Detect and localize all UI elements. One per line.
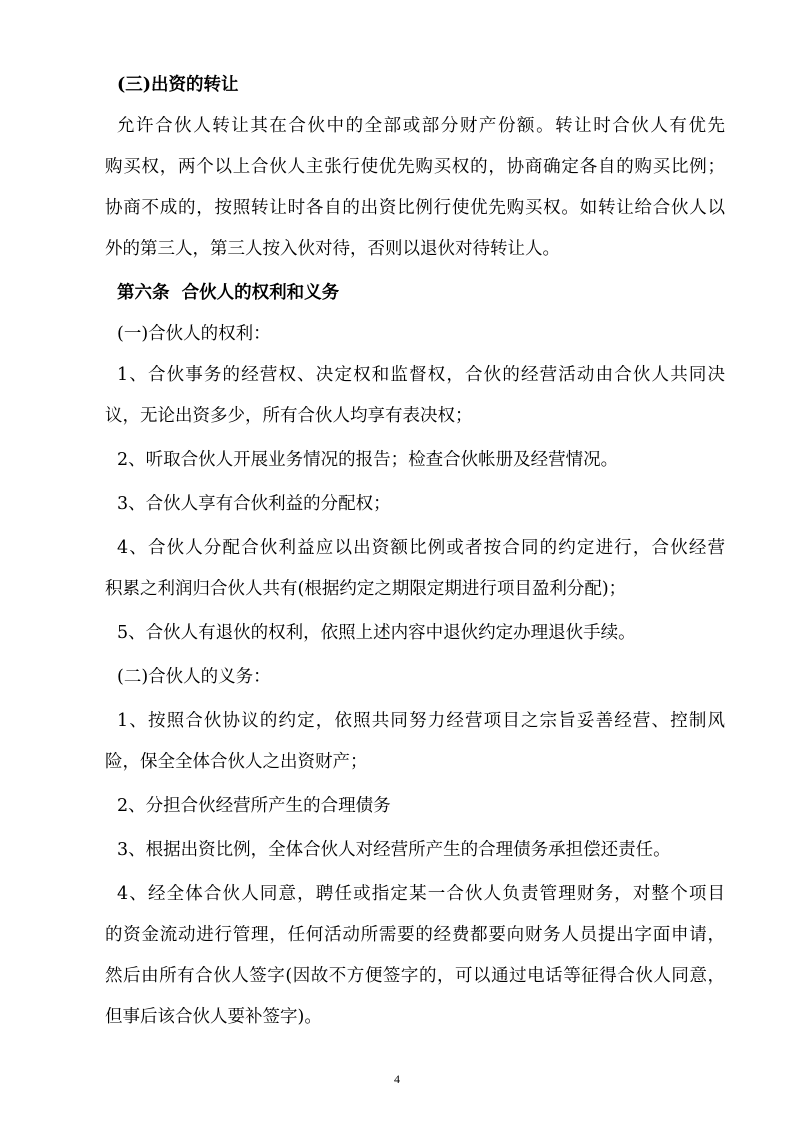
paragraph-line: 购买权，两个以上合伙人主张行使优先购买权的，协商确定各自的购买比例； — [105, 157, 725, 177]
list-item — [105, 533, 725, 604]
list-item-line: 5、合伙人有退伙的权利，依照上述内容中退伙约定办理退伙手续。 — [117, 623, 636, 643]
list-item — [105, 360, 725, 431]
list-item-line: 1、合伙事务的经营权、决定权和监督权，合伙的经营活动由合伙人共同决 — [117, 365, 725, 385]
list-item-line: 1、按照合伙协议的约定，依照共同努力经营项目之宗旨妥善经营、控制风 — [117, 711, 725, 731]
paragraph-line: 允许合伙人转让其在合伙中的全部或部分财产份额。转让时合伙人有优先 — [117, 116, 725, 136]
page-content — [105, 70, 725, 1032]
list-item-line: 4、经全体合伙人同意，聘任或指定某一合伙人负责管理财务，对整个项目 — [117, 884, 725, 904]
page-number: 4 — [394, 1072, 400, 1086]
list-item-line: 3、根据出资比例，全体合伙人对经营所产生的合理债务承担偿还责任。 — [117, 840, 671, 860]
list-item-line: 4、合伙人分配合伙利益应以出资额比例或者按合同的约定进行，合伙经营 — [117, 538, 725, 558]
subsection-title-rights: (一)合伙人的权利： — [117, 324, 271, 344]
section-title-transfer: (三)出资的转让 — [117, 75, 239, 95]
list-item-line: 2、分担合伙经营所产生的合理债务 — [117, 796, 391, 816]
paragraph-line: 外的第三人，第三人按入伙对待，否则以退伙对待转让人。 — [105, 239, 560, 259]
list-item — [105, 706, 725, 777]
subsection-title-obligations: (二)合伙人的义务： — [117, 667, 271, 687]
paragraph-line: 协商不成的，按照转让时各自的出资比例行使优先购买权。如转让给合伙人以 — [105, 198, 725, 218]
list-item-line: 但事后该合伙人要补签字)。 — [105, 1007, 322, 1027]
list-item — [117, 835, 725, 865]
list-item — [117, 445, 725, 475]
article-title-rights-obligations: 第六条 合伙人的权利和义务 — [117, 283, 340, 303]
list-item-line: 险，保全全体合伙人之出资财产； — [105, 752, 368, 772]
list-item-line: 的资金流动进行管理，任何活动所需要的经费都要向财务人员提出字面申请， — [105, 925, 725, 945]
rights-list — [105, 360, 725, 648]
list-item — [117, 489, 725, 519]
obligations-list — [105, 706, 725, 1032]
list-item — [117, 791, 725, 821]
list-item-line: 然后由所有合伙人签字(因故不方便签字的，可以通过电话等征得合伙人同意， — [105, 966, 725, 986]
paragraph-transfer — [105, 111, 725, 264]
list-item-line: 2、听取合伙人开展业务情况的报告；检查合伙帐册及经营情况。 — [117, 450, 619, 470]
list-item — [105, 879, 725, 1032]
list-item-line: 3、合伙人享有合伙利益的分配权； — [117, 494, 391, 514]
list-item-line: 积累之利润归合伙人共有(根据约定之期限定期进行项目盈利分配)； — [105, 579, 627, 599]
list-item — [117, 618, 725, 648]
list-item-line: 议，无论出资多少，所有合伙人均享有表决权； — [105, 406, 473, 426]
